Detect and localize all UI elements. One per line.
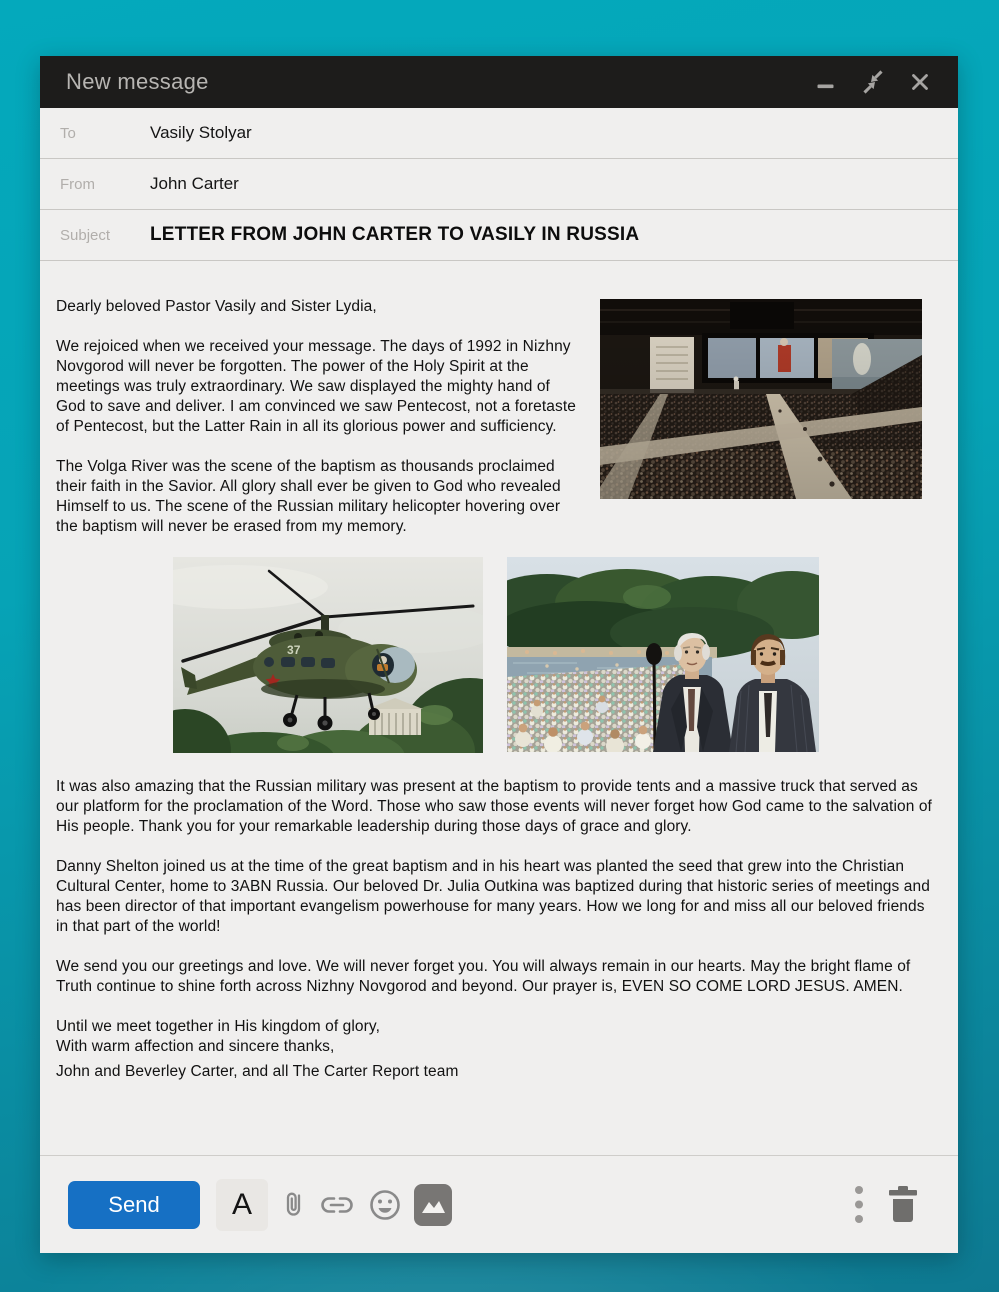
body-paragraph: We send you our greetings and love. We will never forget you. You will always remain in our hearts. May the bright flame of Truth continue to shine forth across Nizhny Novgorod and beyond. Our prayer is, EVEN SO COME LORD JESUS. AMEN. (56, 958, 911, 995)
subject-value[interactable]: LETTER FROM JOHN CARTER TO VASILY IN RUSSIA (150, 224, 640, 245)
insert-photo-icon (414, 1184, 452, 1226)
window-controls (814, 68, 932, 96)
insert-link-button[interactable] (312, 1187, 362, 1223)
compose-toolbar (40, 1155, 958, 1253)
svg-text:37: 37 (287, 643, 301, 657)
helicopter-photo[interactable] (173, 557, 483, 753)
more-options-button[interactable] (848, 1179, 870, 1231)
send-button[interactable]: Send (68, 1181, 200, 1229)
closing-line: With warm affection and sincere thanks, (56, 1038, 335, 1055)
auditorium-photo[interactable] (600, 299, 922, 499)
body-paragraph: The Volga River was the scene of the baptism as thousands proclaimed their faith in the Savior. All glory shall ever be given to God who revealed Himself to us. The scene of the Russian military helicopter hovering over the baptism will never be erased from my memory. (56, 458, 561, 535)
discard-draft-icon (886, 1186, 920, 1224)
subject-label: Subject (60, 226, 111, 244)
from-value[interactable]: John Carter (150, 174, 239, 193)
message-body-editor[interactable] (40, 261, 958, 1155)
minimize-button[interactable] (814, 70, 838, 94)
inline-photos-row (56, 557, 936, 753)
insert-emoji-icon (368, 1188, 402, 1222)
insert-emoji-button[interactable] (362, 1182, 408, 1228)
attach-icon (282, 1190, 306, 1220)
compose-window (40, 56, 958, 1253)
to-label: To (60, 124, 76, 142)
closing-lines (56, 1017, 936, 1057)
from-label: From (60, 175, 95, 193)
carter-and-vasily-photo[interactable] (507, 557, 819, 752)
compose-fields (40, 108, 958, 261)
minimize-icon (816, 72, 836, 92)
insert-link-icon (318, 1193, 356, 1217)
close-button[interactable] (908, 70, 932, 94)
insert-photo-button[interactable] (408, 1178, 458, 1232)
exit-fullscreen-button[interactable] (859, 68, 887, 96)
to-field[interactable] (40, 108, 958, 159)
body-paragraph: Dearly beloved Pastor Vasily and Sister Lydia, (56, 298, 377, 315)
formatting-options-button[interactable]: A (216, 1179, 268, 1231)
more-options-icon (854, 1185, 864, 1225)
window-title: New message (66, 69, 209, 94)
subject-field[interactable] (40, 210, 958, 261)
discard-draft-button[interactable] (880, 1180, 926, 1230)
exit-fullscreen-icon (861, 70, 885, 94)
close-icon (910, 72, 930, 92)
to-value[interactable]: Vasily Stolyar (150, 123, 252, 142)
body-paragraph: We rejoiced when we received your message. The days of 1992 in Nizhny Novgorod will never be forgotten. The power of the Holy Spirit at the meetings was truly extraordinary. We saw displayed the mighty hand of God to save and deliver. I am convinced we saw Pentecost, not a foretaste of Pentecost, but the Latter Rain in all its glorious power and sufficiency. (56, 338, 576, 435)
compose-titlebar[interactable] (40, 56, 958, 108)
body-paragraph: Danny Shelton joined us at the time of the great baptism and in his heart was planted the seed that grew into the Christian Cultural Center, home to 3ABN Russia. Our beloved Dr. Julia Outkina was baptized during that historic series of meetings and has been director of that important evangelism powerhouse for many years. How we long for and miss all our beloved friends in that part of the world! (56, 858, 930, 935)
from-field[interactable] (40, 159, 958, 210)
signature-line: John and Beverley Carter, and all The Carter Report team (56, 1063, 459, 1080)
body-paragraph: It was also amazing that the Russian military was present at the baptism to provide tents and a massive truck that served as our platform for the proclamation of the Word. Those who saw those events will never forget how God came to the salvation of His people. Thank you for your remarkable leadership during those days of grace and glory. (56, 778, 932, 835)
attach-files-button[interactable] (276, 1184, 312, 1226)
closing-line: Until we meet together in His kingdom of glory, (56, 1018, 381, 1035)
